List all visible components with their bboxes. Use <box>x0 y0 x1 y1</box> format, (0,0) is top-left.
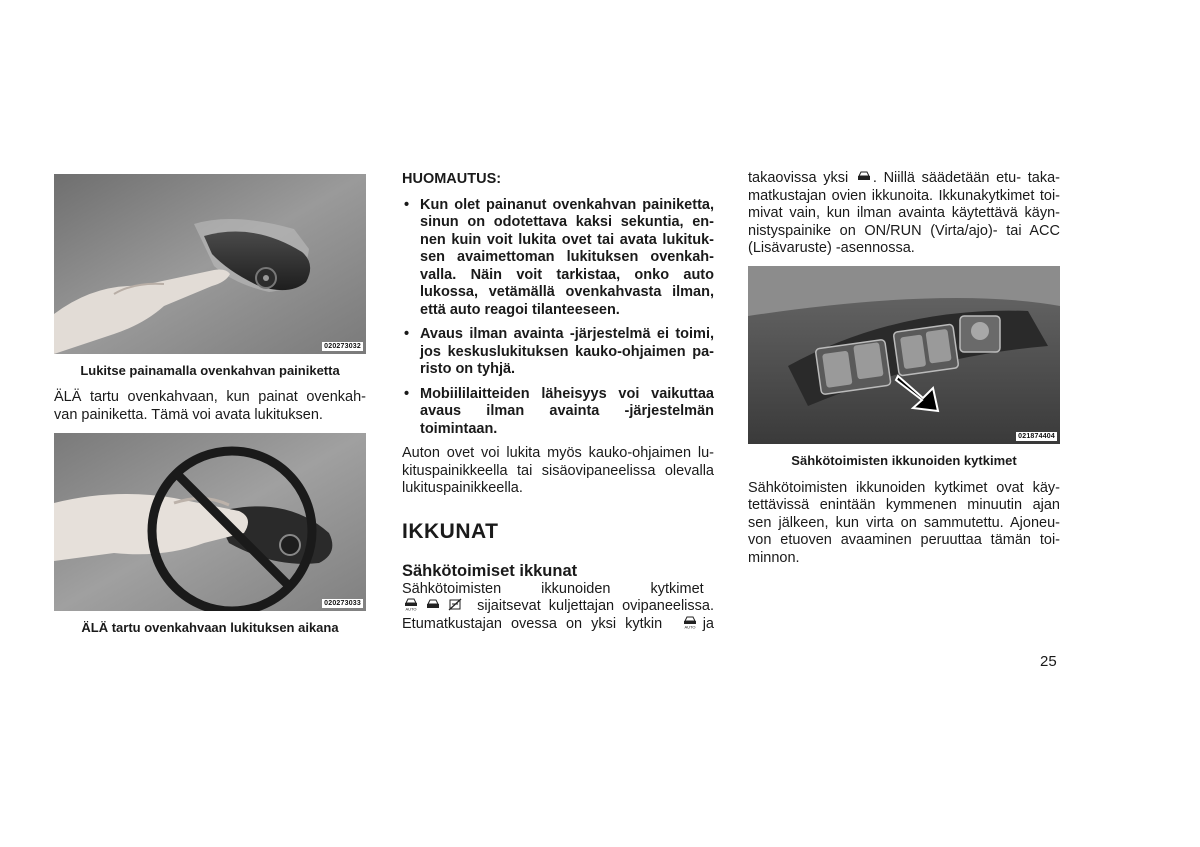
photo-caption: ÄLÄ tartu ovenkahvaan lukituksen aikana <box>81 620 339 635</box>
window-lock-icon <box>448 598 462 611</box>
prohibited-grab-illustration <box>54 433 366 611</box>
window-line-1 <box>402 581 714 599</box>
right-column <box>748 170 1060 567</box>
photo-code: 021874404 <box>1018 432 1055 440</box>
photo-code: 020273032 <box>324 343 361 350</box>
note-item: • Kun olet painanut ovenkahvan painiketta, sinun on odotettava kaksi sekuntia, en-nen kuin voit lukita ovet tai avata lukituk-sen avaimettoman lukituksen ovenkah-valla. Näin voit tarkistaa, onko auto lukossa, vetämällä ovenkahvasta ilman, että auto reagoi tilanteeseen. <box>402 197 714 320</box>
photo-caption: Sähkötoimisten ikkunoiden kytkimet <box>791 452 1017 468</box>
text-line: Sähkötoimisten ikkunoiden kytkimet <box>402 580 704 597</box>
window-line-3 <box>402 616 714 634</box>
text-line: matkustajan ovien ikkunoita. Ikkunakytkimet toi-mivat vain, kun ilman avainta käytettävä käyn-nistyspainike on ON/RUN (Virta/ajo)- tai ACC (Lisävaruste) -asennossa. <box>748 187 1060 256</box>
note-title: HUOMAUTUS: <box>402 171 502 187</box>
auto-window-switch-icon <box>683 616 697 629</box>
note-item: • Avaus ilman avainta -järjestelmä ei toimi, jos keskuslukituksen kauko-ohjaimen pa-risto on tyhjä. <box>402 326 714 379</box>
door-handle-illustration <box>54 174 366 354</box>
middle-column <box>402 170 714 633</box>
window-switch-symbols <box>402 598 464 616</box>
window-switches-photo <box>748 266 1060 444</box>
timeout-paragraph: Sähkötoimisten ikkunoiden kytkimet ovat käy-tettävissä enintään kymmenen minuutin ajan sen jälkeen, kun virta on sammutettu. Ajoneu-von etuoven avaaminen peruuttaa tämän toi-minnon. <box>748 479 1060 566</box>
left-column <box>54 170 366 636</box>
photo-caption: Lukitse painamalla ovenkahvan painiketta <box>80 363 340 378</box>
text-line: sijaitsevat kuljettajan ovipaneelissa. <box>477 598 714 614</box>
text-line: . Niillä säädetään etu- taka- <box>872 170 1060 186</box>
window-line-2 <box>402 598 714 616</box>
window-switch-icon <box>426 598 440 611</box>
text-line: takaovissa yksi <box>748 170 849 186</box>
svg-text:AUTO: AUTO <box>405 606 417 611</box>
window-switch-icon <box>857 170 871 183</box>
svg-text:AUTO: AUTO <box>684 624 696 629</box>
remote-paragraph: Auton ovet voi lukita myös kauko-ohjaimen lu-kituspainikkeella tai sisäovipaneelissa olevalla lukituspainikkeella. <box>402 445 714 496</box>
text-line: Etumatkustajan ovessa on yksi kytkin <box>402 615 663 632</box>
note-item: • Mobiililaitteiden läheisyys voi vaikuttaa avaus ilman avainta -järjestelmän toimintaan. <box>402 386 714 439</box>
window-switch-panel-illustration <box>748 266 1060 444</box>
page-number: 25 <box>1040 653 1057 670</box>
warning-paragraph: ÄLÄ tartu ovenkahvaan, kun painat ovenkah-van painiketta. Tämä voi avata lukituksen. <box>54 389 366 423</box>
do-not-grab-handle-photo <box>54 433 366 611</box>
window-info-paragraph <box>748 170 1060 258</box>
photo-code: 020273033 <box>324 600 361 607</box>
window-switch-paragraph <box>402 581 714 634</box>
section-title: IKKUNAT <box>402 519 499 543</box>
auto-window-switch-icon <box>404 598 418 611</box>
door-handle-button-photo <box>54 174 366 354</box>
note-list <box>402 197 714 439</box>
text-line: ja <box>702 615 714 632</box>
subsection-title: Sähkötoimiset ikkunat <box>402 561 578 580</box>
